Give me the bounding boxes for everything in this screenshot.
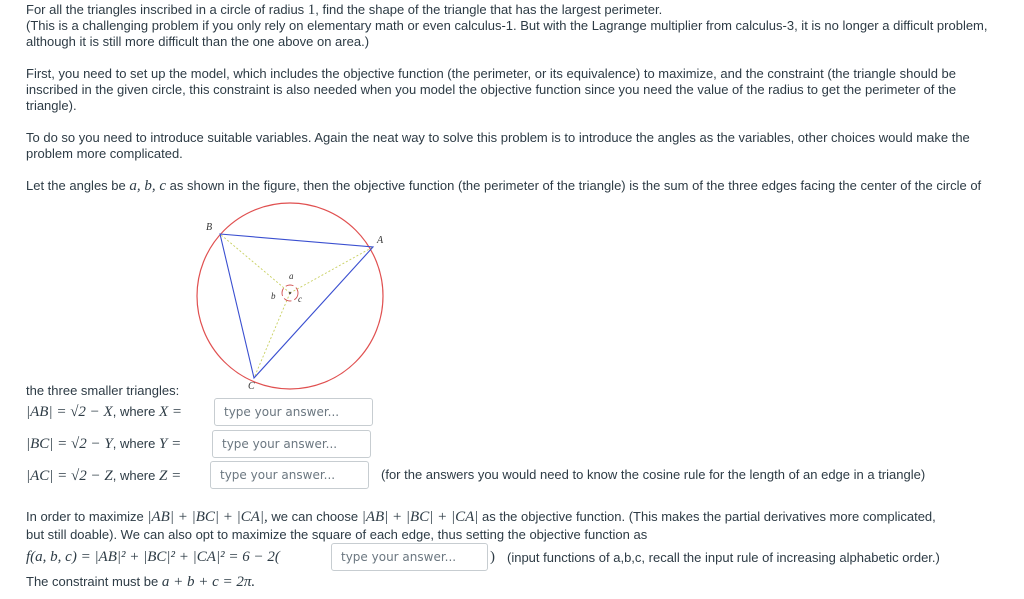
vertex-label-c-upper: C: [248, 381, 255, 392]
center-point: [289, 292, 291, 294]
angle-label-c: c: [298, 294, 302, 304]
objective-close: ): [490, 549, 495, 565]
problem-title: For all the triangles inscribed in a circle of radius 1, find the shape of the triangle that has the largest perimeter.: [26, 2, 663, 18]
para4-line2: but still doable). We can also opt to maximize the square of each edge, thus setting the objective function as: [26, 527, 648, 542]
answer-y-input[interactable]: type your answer...: [212, 430, 371, 458]
equation-ac: |AC| = √2 − Z, where Z =: [26, 468, 182, 484]
para4-line1: In order to maximize |AB| + |BC| + |CA|, we can choose |AB| + |BC| + |CA| as the objective function. (This makes the partial derivatives more complicated,: [26, 509, 936, 525]
para3: Let the angles be a, b, c as shown in the figure, then the objective function (the perimeter of the triangle) is the sum of the three edges facing the center of the circle of: [26, 178, 982, 194]
vertex-label-b-upper: B: [206, 222, 213, 233]
angle-label-b: b: [271, 291, 276, 301]
para1-line2: inscribed in the given circle, this constraint is also needed when you model the objective function since you need the value of the radius to get the perimeter of the: [26, 82, 957, 97]
para2-line1: To do so you need to introduce suitable variables. Again the neat way to solve this problem is to introduce the angles as the variables, other choices would make the: [26, 130, 970, 145]
radius-value: 1: [307, 2, 316, 18]
angle-label-a: a: [289, 271, 294, 281]
answer-z-input[interactable]: type your answer...: [210, 461, 369, 489]
objective-input[interactable]: type your answer...: [331, 543, 488, 571]
equation-ab: |AB| = √2 − X, where X =: [26, 404, 183, 420]
objective-hint: (input functions of a,b,c, recall the input rule of increasing alphabetic order.): [507, 550, 940, 565]
equation-bc: |BC| = √2 − Y, where Y =: [26, 436, 182, 452]
answer-x-input[interactable]: type your answer...: [214, 398, 373, 426]
para1-line1: First, you need to set up the model, which includes the objective function (the perimeter, or its equivalence) to maximize, and the constraint (the triangle should be: [26, 66, 957, 81]
cosine-rule-hint: (for the answers you would need to know the cosine rule for the length of an edge in a triangle): [381, 467, 926, 482]
guide-line-c: [254, 293, 290, 378]
circle-triangle-figure: [190, 198, 395, 393]
objective-function: f(a, b, c) = |AB|² + |BC|² + |CA|² = 6 − 2(: [26, 549, 280, 565]
para2-line2: problem more complicated.: [26, 146, 183, 161]
vertex-label-a-upper: A: [377, 235, 384, 246]
problem-note-line2: although it is still more difficult than the one above on area.): [26, 34, 370, 49]
angle-vars: a, b, c: [129, 178, 167, 194]
guide-line-b: [290, 247, 373, 293]
smaller-triangles-label: the three smaller triangles:: [26, 383, 180, 398]
triangle: [220, 234, 373, 378]
para1-line3: triangle).: [26, 98, 77, 113]
guide-line-a: [220, 234, 290, 293]
problem-note-line1: (This is a challenging problem if you only rely on elementary math or even calculus-1. But with the Lagrange multiplier from calculus-3, it is no longer a difficult problem,: [26, 18, 988, 33]
circumcircle: [197, 203, 383, 389]
constraint-line: The constraint must be a + b + c = 2π.: [26, 574, 256, 590]
